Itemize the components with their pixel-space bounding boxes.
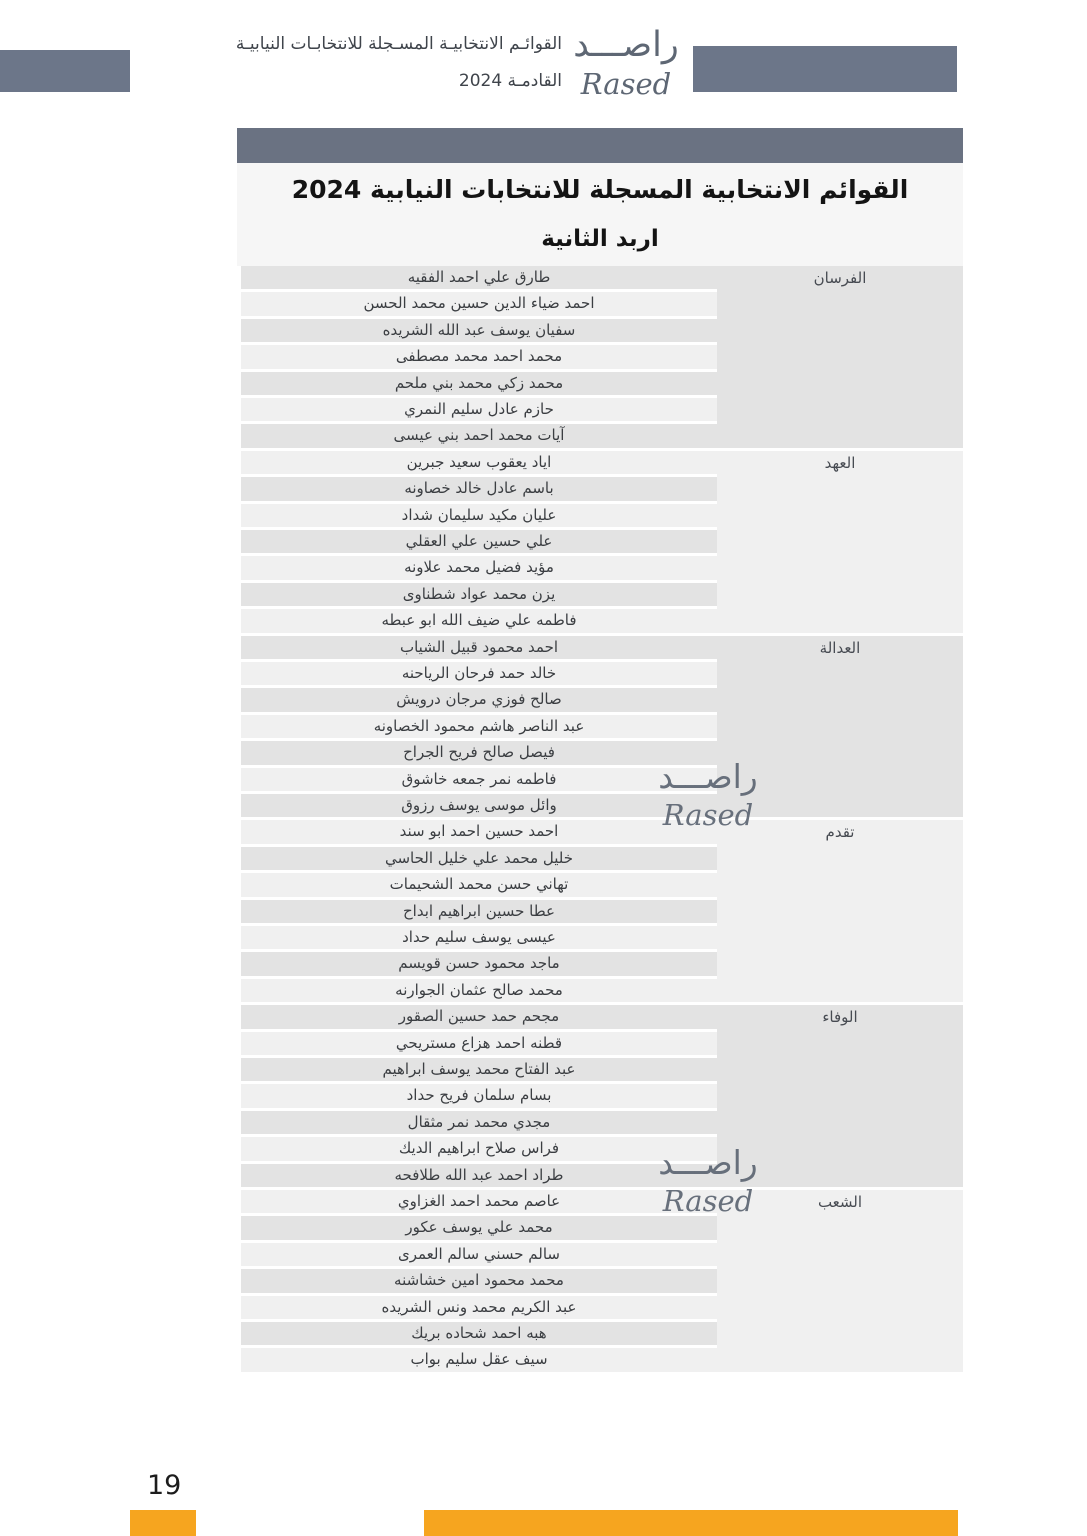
header-title-line2: القادمـة 2024 [458, 71, 562, 91]
candidate-row: احمد ضياء الدين حسين محمد الحسن [241, 292, 717, 315]
candidates-column [241, 266, 717, 448]
list-group [237, 451, 963, 633]
candidate-row: محمد صالح عثمان الجوارنه [241, 979, 717, 1002]
candidate-row: سيف عقل سليم بواب [241, 1348, 717, 1371]
candidate-row: اياد يعقوب سعيد جبرين [241, 451, 717, 474]
candidate-row: عبد الكريم محمد ونس الشريده [241, 1296, 717, 1319]
header-title-block [236, 34, 562, 91]
candidate-row: طارق علي احمد الفقيه [241, 266, 717, 289]
candidate-row: عليان مكيد سليمان شداد [241, 504, 717, 527]
table-title-band [237, 163, 963, 266]
list-name-cell: الوفاء [717, 1005, 963, 1187]
candidate-row: خليل محمد علي خليل الحاسي [241, 847, 717, 870]
page-number: 19 [147, 1470, 182, 1501]
candidate-row: يزن محمد عواد شطناوى [241, 583, 717, 606]
candidate-row: عيسى يوسف سليم حداد [241, 926, 717, 949]
header-left-bar [0, 50, 130, 92]
candidate-row: علي حسين علي العقلي [241, 530, 717, 553]
candidate-row: فراس صلاح ابراهيم الديك [241, 1137, 717, 1160]
rased-logo-arabic: راصـــد [573, 25, 679, 65]
list-name-cell: العهد [717, 451, 963, 633]
candidate-row: آيات محمد احمد بني عيسى [241, 424, 717, 447]
list-group [237, 1190, 963, 1372]
candidate-row: احمد حسين احمد ابو سند [241, 820, 717, 843]
candidate-row: عاصم محمد احمد الغزاوي [241, 1190, 717, 1213]
electoral-lists-table [237, 128, 963, 1375]
candidate-row: سفيان يوسف عبد الله الشريده [241, 319, 717, 342]
watermark-1-arabic: راصـــد [658, 757, 758, 796]
candidate-row: طراد احمد عبد الله طلافحه [241, 1164, 717, 1187]
list-name-cell: تقدم [717, 820, 963, 1002]
footer-orange-square [130, 1510, 196, 1536]
candidate-row: بسام سلمان فريح حداد [241, 1084, 717, 1107]
watermark-2 [638, 1142, 778, 1218]
candidates-column [241, 820, 717, 1002]
candidate-row: سالم حسني سالم العمرى [241, 1243, 717, 1266]
candidate-row: فاطمه علي ضيف الله ابو عبطه [241, 609, 717, 632]
candidate-row: ماجد محمود حسن قويسم [241, 952, 717, 975]
table-title: القوائم الانتخابية المسجلة للانتخابات النيابية 2024 [291, 175, 909, 204]
candidate-row: قطنه احمد هزاع مستريحي [241, 1032, 717, 1055]
list-group [237, 1005, 963, 1187]
candidate-row: احمد محمود قبيل الشياب [241, 636, 717, 659]
list-name-cell: الفرسان [717, 266, 963, 448]
candidate-row: مجحم حمد حسين الصقور [241, 1005, 717, 1028]
candidate-row: محمد زكي محمد بني ملحم [241, 372, 717, 395]
watermark-2-latin: Rased [662, 1184, 754, 1218]
candidate-row: عطا حسين ابراهيم ابداح [241, 900, 717, 923]
candidate-row: عبد الفتاح محمد يوسف ابراهيم [241, 1058, 717, 1081]
watermark-1-latin: Rased [662, 798, 754, 832]
candidate-row: صالح فوزي مرجان درويش [241, 688, 717, 711]
candidate-row: حازم عادل سليم النمري [241, 398, 717, 421]
table-top-bar [237, 128, 963, 163]
list-name-cell: العدالة [717, 636, 963, 818]
watermark-2-arabic: راصـــد [658, 1143, 758, 1182]
candidates-column [241, 451, 717, 633]
candidate-row: فيصل صالح فريح الجراح [241, 741, 717, 764]
candidate-row: تهاني حسن محمد الشحيمات [241, 873, 717, 896]
candidate-row: هبه احمد شحاده بريك [241, 1322, 717, 1345]
list-group [237, 636, 963, 818]
candidate-row: محمد محمود امين خشاشنه [241, 1269, 717, 1292]
rased-logo-latin: Rased [580, 67, 672, 101]
header-right-bar [693, 46, 957, 92]
district-title: اربد الثانية [541, 226, 659, 252]
candidate-row: مؤيد فضيل محمد علاونه [241, 556, 717, 579]
list-group [237, 820, 963, 1002]
candidate-row: محمد علي يوسف عكور [241, 1216, 717, 1239]
candidate-row: وائل موسى يوسف رزوق [241, 794, 717, 817]
table-groups [237, 266, 963, 1372]
candidate-row: فاطمه نمر جمعه خاشوق [241, 768, 717, 791]
list-group [237, 266, 963, 448]
candidate-row: مجدي محمد نمر مثقال [241, 1111, 717, 1134]
watermark-1 [638, 756, 778, 832]
header-title-line1: القوائـم الانتخابيـة المسـجلة للانتخابـات النيابيـة [235, 34, 562, 54]
footer-orange-bar [424, 1510, 958, 1536]
rased-logo [561, 22, 691, 100]
candidate-row: باسم عادل خالد خصاونه [241, 477, 717, 500]
candidate-row: خالد حمد فرحان الرياحنه [241, 662, 717, 685]
list-name-cell: الشعب [717, 1190, 963, 1372]
candidate-row: عبد الناصر هاشم محمود الخصاونه [241, 715, 717, 738]
candidate-row: محمد احمد محمد مصطفى [241, 345, 717, 368]
